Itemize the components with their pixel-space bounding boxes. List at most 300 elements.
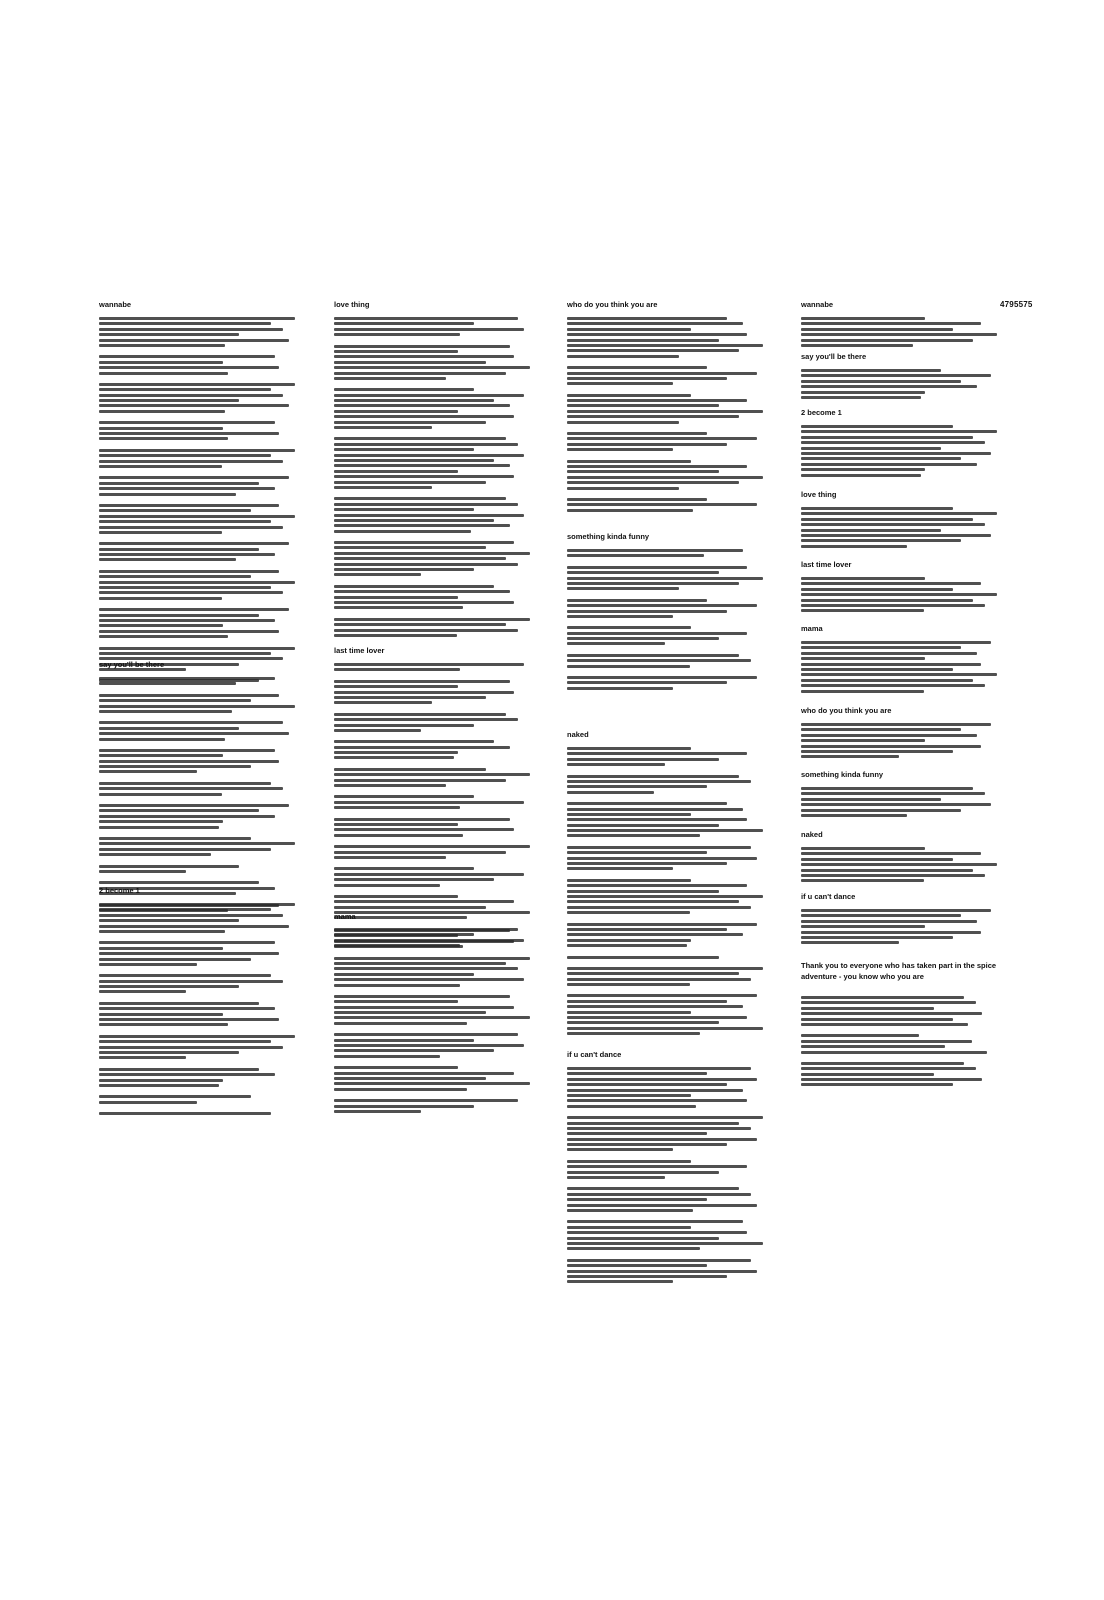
text-line [567,642,665,645]
text-line [334,906,486,909]
text-line [567,554,704,557]
text-line [99,793,222,796]
text-line [801,723,991,726]
text-line [334,519,494,522]
text-line [334,1066,458,1069]
lyric-section [99,886,309,1118]
text-line [334,448,474,451]
text-line [801,577,925,580]
lyric-section [334,646,544,949]
text-line [567,1027,763,1030]
verse-block [334,845,544,859]
text-line [334,355,514,358]
text-line [801,391,925,394]
text-line [801,798,941,801]
lyric-section [801,560,1011,615]
text-line [567,615,673,618]
verse-block [334,1099,544,1113]
text-line [801,512,997,515]
credit-block [801,1034,1011,1053]
text-line [334,978,524,981]
text-line [567,1032,700,1035]
text-line [567,599,707,602]
text-line [99,760,279,763]
text-line [567,465,747,468]
text-line [334,668,460,671]
text-line [567,394,691,397]
text-line [567,328,691,331]
verse-block [99,1095,309,1103]
text-line [334,995,510,998]
text-line [567,344,763,347]
text-line [801,1023,968,1026]
verse-block [99,449,309,468]
text-line [334,940,514,943]
verse-block [567,317,777,358]
text-line [567,967,763,970]
text-line [801,755,899,758]
text-line [334,596,458,599]
text-line [99,732,289,735]
text-line [567,503,757,506]
text-line [99,842,295,845]
text-line [99,1035,295,1038]
text-line [801,1051,987,1054]
verse-block [801,369,1011,399]
text-line [801,599,973,602]
text-line [801,646,961,649]
text-line [567,399,747,402]
text-line [801,809,961,812]
text-line [567,448,673,451]
lyric-section [801,624,1011,695]
section-title: 2 become 1 [801,408,842,417]
text-line [801,739,925,742]
text-line [334,333,460,336]
text-line [567,1000,727,1003]
text-line [334,541,514,544]
text-line [567,566,747,569]
text-line [567,939,691,942]
text-line [801,1012,982,1015]
verse-block [567,879,777,914]
text-line [334,322,474,325]
text-line [99,647,295,650]
text-line [567,1204,757,1207]
text-line [567,879,691,882]
text-line [801,317,925,320]
text-line [334,524,510,527]
verse-block [99,1112,309,1115]
text-line [567,410,763,413]
text-line [334,724,474,727]
text-line [801,463,977,466]
lyric-section [567,300,777,514]
text-line [567,366,707,369]
text-line [99,586,271,589]
text-line [567,470,719,473]
text-line [567,1160,691,1163]
text-line [567,1078,757,1081]
text-line [567,1176,665,1179]
verse-block [99,782,309,796]
text-line [334,1110,421,1113]
text-line [99,963,197,966]
lyric-section [801,706,1011,761]
text-line [567,1242,763,1245]
text-line [567,834,700,837]
verse-block [801,507,1011,548]
text-line [801,529,941,532]
text-line [801,858,953,861]
verse-block [99,903,309,933]
text-line [567,851,707,854]
text-line [334,1039,474,1042]
text-line [567,818,747,821]
text-line [334,740,494,743]
text-line [801,545,907,548]
verse-block [334,680,544,705]
text-line [567,1193,751,1196]
lyric-section [567,730,777,1038]
thanks-section [801,960,1011,1095]
verse-block [567,460,777,490]
text-line [801,539,961,542]
text-line [334,634,457,637]
text-line [567,372,757,375]
text-line [801,1062,964,1065]
text-line [334,618,530,621]
text-line [99,635,228,638]
section-title: naked [801,830,823,839]
text-line [801,652,977,655]
text-line [334,410,458,413]
text-line [567,355,679,358]
section-title: love thing [334,300,370,309]
text-line [334,464,510,467]
lyric-section [801,830,1011,885]
text-line [567,1083,727,1086]
text-line [567,460,691,463]
text-line [99,881,259,884]
text-line [99,575,251,578]
text-line [801,920,977,923]
text-line [334,601,514,604]
text-line [334,973,474,976]
text-line [801,385,977,388]
text-line [567,333,747,336]
text-line [334,459,494,462]
verse-block [334,663,544,671]
text-line [567,322,743,325]
lyric-section [801,892,1011,947]
text-line [334,1006,514,1009]
text-line [99,770,197,773]
text-line [99,1084,219,1087]
text-line [567,632,747,635]
section-title: say you'll be there [801,352,867,361]
text-line [801,787,973,790]
text-line [334,1105,474,1108]
text-line [801,690,924,693]
text-line [99,487,275,490]
text-line [567,421,679,424]
text-line [567,808,743,811]
text-line [567,681,727,684]
text-line [801,534,991,537]
text-line [334,1016,530,1019]
text-line [334,818,510,821]
verse-block [99,941,309,966]
text-line [99,1002,259,1005]
text-line [99,1079,223,1082]
text-line [99,1068,259,1071]
text-line [567,1198,707,1201]
section-title: naked [567,730,589,739]
verse-block [567,967,777,986]
text-line [334,895,458,898]
text-line [567,1259,751,1262]
verse-block [99,383,309,413]
section-title: say you'll be there [99,660,165,669]
text-line [801,792,985,795]
text-line [99,344,225,347]
text-line [99,437,228,440]
text-line [567,1132,707,1135]
text-line [99,493,236,496]
text-line [567,654,739,657]
text-line [567,404,719,407]
text-line [801,728,961,731]
verse-block [567,676,777,690]
text-line [334,514,524,517]
lyric-section [99,300,309,685]
text-line [801,745,981,748]
text-line [334,552,530,555]
text-line [567,577,763,580]
text-line [99,721,283,724]
text-line [567,895,763,898]
lyric-section [801,352,1011,401]
text-line [567,1165,747,1168]
text-line [334,557,506,560]
text-line [334,377,446,380]
text-line [99,738,225,741]
verse-block [567,1187,777,1212]
text-line [99,705,295,708]
text-line [567,1280,673,1283]
text-line [567,610,727,613]
text-line [801,684,985,687]
text-line [801,369,941,372]
text-line [567,487,679,490]
text-line [99,1073,275,1076]
text-line [99,333,239,336]
text-line [99,652,271,655]
text-line [99,520,271,523]
text-line [334,663,524,666]
text-line [99,1101,197,1104]
text-line [334,746,510,749]
text-line [334,399,494,402]
text-line [567,791,654,794]
text-line [334,437,506,440]
text-line [334,1022,467,1025]
text-line [99,1051,239,1054]
text-line [334,350,458,353]
text-line [801,925,925,928]
text-line [801,436,973,439]
text-line [567,382,673,385]
text-line [567,1143,727,1146]
text-line [99,558,236,561]
text-line [334,1033,518,1036]
text-line [334,729,421,732]
text-line [567,549,743,552]
text-line [801,931,981,934]
text-line [334,404,510,407]
section-title: wannabe [801,300,834,309]
text-line [567,780,751,783]
text-line [99,531,222,534]
text-line [567,377,727,380]
verse-block [99,837,309,856]
verse-block [99,721,309,740]
text-line [567,1099,747,1102]
text-line [567,1105,696,1108]
text-line [334,945,463,948]
text-line [99,804,289,807]
text-line [99,504,279,507]
text-line [334,834,463,837]
verse-block [334,1033,544,1058]
text-line [567,1171,719,1174]
verse-block [99,421,309,440]
catalog-number: 4795575 [1000,300,1033,309]
lyric-section [334,912,544,1115]
text-line [99,727,239,730]
text-line [567,867,673,870]
text-line [801,374,991,377]
text-line [334,590,510,593]
text-line [567,802,727,805]
text-line [99,826,219,829]
verse-block [567,654,777,668]
text-line [801,1045,945,1048]
text-line [567,829,763,832]
text-line [334,1072,514,1075]
verse-block [567,599,777,618]
text-line [334,1011,486,1014]
text-line [567,1122,739,1125]
text-line [99,372,228,375]
text-line [99,581,295,584]
text-line [801,673,997,676]
text-line [567,1264,707,1267]
verse-block [567,1160,777,1179]
verse-block [99,355,309,374]
verse-block [334,929,544,948]
text-line [99,947,223,950]
text-line [99,919,239,922]
text-line [801,874,985,877]
text-line [567,1005,743,1008]
text-line [334,361,486,364]
text-line [334,713,506,716]
text-line [334,1099,518,1102]
text-line [801,593,997,596]
text-line [99,630,279,633]
verse-block [567,626,777,645]
text-line [801,468,925,471]
verse-block [567,747,777,766]
text-line [334,573,421,576]
text-line [567,1226,691,1229]
text-line [801,339,973,342]
text-line [99,958,251,961]
text-line [801,604,985,607]
text-line [334,426,432,429]
text-line [99,787,283,790]
text-line [99,694,279,697]
verse-block [334,541,544,576]
text-line [99,870,186,873]
section-title: who do you think you are [567,300,658,309]
text-line [567,1072,707,1075]
verse-block [801,787,1011,817]
text-line [334,486,432,489]
text-line [334,878,494,881]
verse-block [99,1035,309,1060]
text-line [567,676,757,679]
text-line [567,498,707,501]
text-line [801,333,997,336]
credit-block [801,996,1011,1026]
verse-block [801,847,1011,882]
lyric-section [99,660,309,914]
text-line [567,1209,693,1212]
text-line [801,914,961,917]
text-line [567,857,757,860]
text-line [99,383,295,386]
text-line [334,984,460,987]
text-line [801,523,985,526]
thanks-note: Thank you to everyone who has taken part in the spice adventure - you know who you are [801,961,997,981]
verse-block [334,437,544,489]
section-title: mama [801,624,823,633]
lyric-section [567,1050,777,1286]
verse-block [99,608,309,638]
lyric-section [334,300,544,639]
verse-block [99,865,309,873]
text-line [334,867,474,870]
text-line [334,851,506,854]
verse-block [567,846,777,871]
text-line [567,437,757,440]
text-line [99,388,271,391]
section-title: wannabe [99,300,132,309]
text-line [567,906,751,909]
verse-block [567,498,777,512]
text-line [99,749,275,752]
text-line [567,983,690,986]
text-line [99,815,275,818]
text-line [567,443,727,446]
text-line [99,317,295,320]
text-line [334,415,514,418]
text-line [334,475,514,478]
text-line [801,447,941,450]
